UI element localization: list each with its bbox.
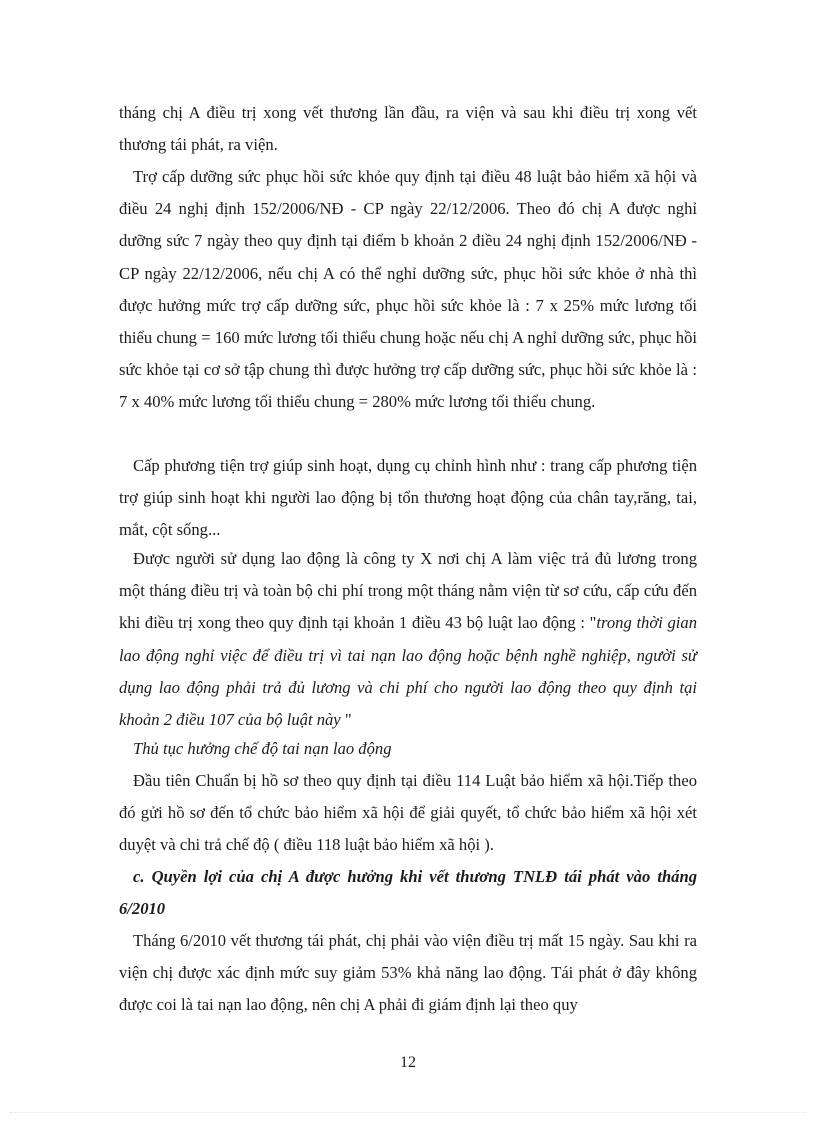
paragraph-continued: tháng chị A điều trị xong vết thương lần đầu, ra viện và sau khi điều trị xong vết thương tái phát, ra viện. xyxy=(119,103,697,155)
paragraph-relapse: Tháng 6/2010 vết thương tái phát, chị phải vào viện điều trị mất 15 ngày. Sau khi ra viện chị được xác định mức suy giảm 53% khả năng lao động. Tái phát ở đây không được coi là tai nạn lao động, nên chị A phải đi giám định lại theo quy xyxy=(119,931,697,1015)
paragraph-procedure: Đầu tiên Chuẩn bị hồ sơ theo quy định tại điều 114 Luật bảo hiểm xã hội.Tiếp theo đó gửi hồ sơ đến tổ chức bảo hiểm xã hội để giải quyết, tổ chức bảo hiểm xã hội xét duyệt và chi trả chế độ ( điều 118 luật bảo hiểm xã hội ). xyxy=(119,771,697,855)
quote-close: " xyxy=(340,710,352,730)
subheading-procedure: Thủ tục hưởng chế độ tai nạn lao động xyxy=(133,739,392,758)
labor-code-quote: trong thời gian lao động nghỉ việc để điều trị vì tai nạn lao động hoặc bệnh nghề nghiệp, người sử dụng lao động phải trả đủ lương và chi phí cho người lao động theo quy định tại khoản 2 điều 107 của bộ luật này xyxy=(119,613,698,730)
paragraph-assistive-devices: Cấp phương tiện trợ giúp sinh hoạt, dụng cụ chỉnh hình như : trang cấp phương tiện trợ giúp sinh hoạt khi người lao động bị tổn thương hoạt động của chân tay,răng, tai, mắt, cột sống... xyxy=(119,456,697,540)
page-edge-divider xyxy=(10,1112,806,1113)
paragraph-recovery-allowance: Trợ cấp dưỡng sức phục hồi sức khỏe quy định tại điều 48 luật bảo hiểm xã hội và điều 24 nghị định 152/2006/NĐ - CP ngày 22/12/2006. Theo đó chị A được nghỉ dưỡng sức 7 ngày theo quy định tại điểm b khoản 2 điều 24 nghị định 152/2006/NĐ - CP ngày 22/12/2006, nếu chị A có thể nghỉ dưỡng sức, phục hồi sức khỏe ở nhà thì được hưởng mức trợ cấp dưỡng sức, phục hồi sức khỏe là : 7 x 25% mức lương tối thiểu chung = 160 mức lương tối thiểu chung hoặc nếu chị A nghỉ dưỡng sức, phục hồi sức khỏe tại cơ sở tập chung thì được hưởng trợ cấp dưỡng sức, phục hồi sức khỏe là : 7 x 40% mức lương tối thiểu chung = 280% mức lương tối thiểu chung. xyxy=(119,167,697,412)
employer-salary-text: Được người sử dụng lao động là công ty X nơi chị A làm việc trả đủ lương trong một tháng điều trị và toàn bộ chi phí trong một tháng nằm viện từ sơ cứu, cấp cứu đến khi điều trị xong theo quy định tại khoản 1 điều 43 bộ luật lao động : " xyxy=(119,549,697,633)
paragraph-employer-salary xyxy=(119,543,697,736)
page-number: 12 xyxy=(400,1054,416,1071)
section-heading-c: c. Quyền lợi của chị A được hưởng khi vết thương TNLĐ tái phát vào tháng 6/2010 xyxy=(119,867,697,919)
